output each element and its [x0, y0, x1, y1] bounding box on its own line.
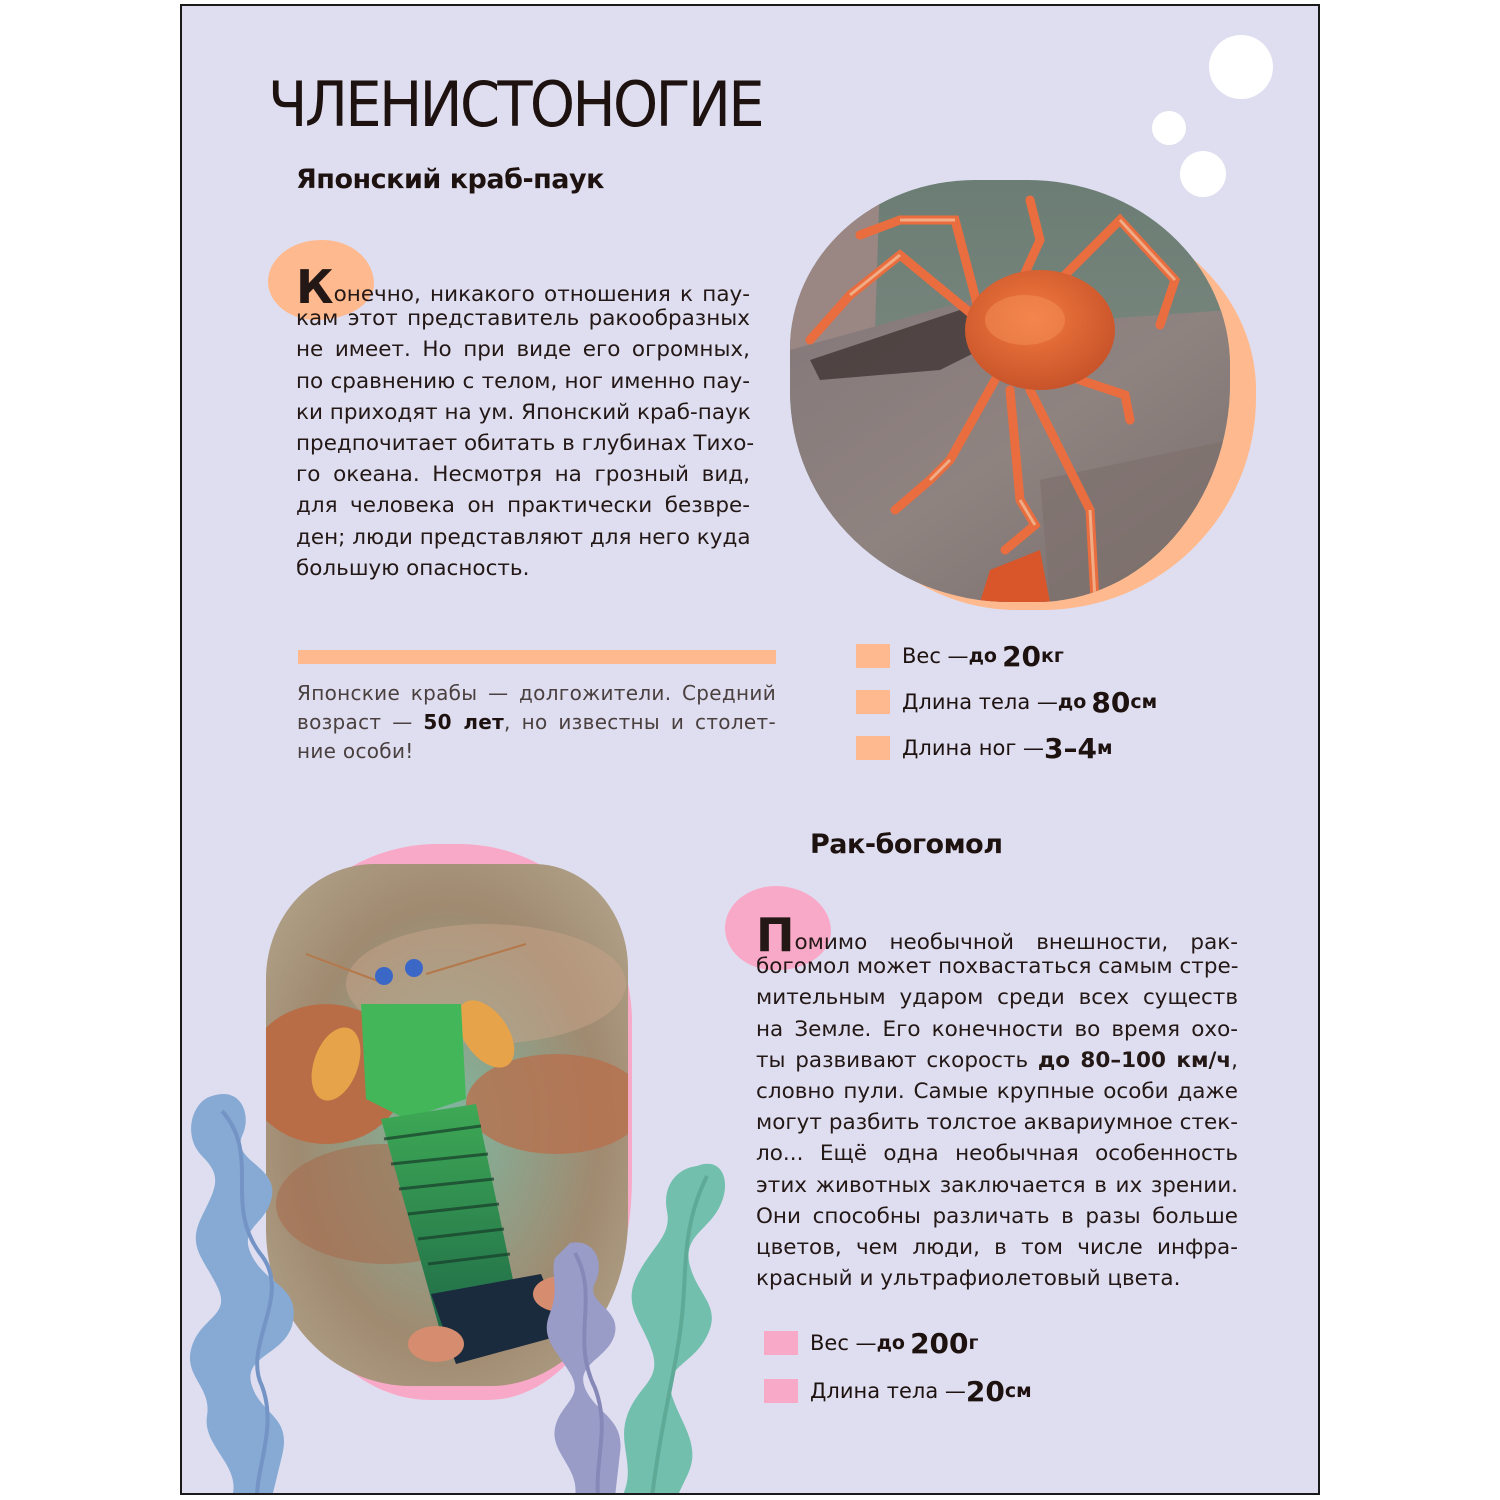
crab-paragraph-line: предпочитает обитать в глубинах Тихо- — [296, 430, 755, 456]
mantis-paragraph-line: богомол может похвастаться самым стре- — [756, 954, 1239, 980]
page-title: ЧЛЕНИСТОНОГИЕ — [268, 68, 762, 141]
crab-paragraph-line: большую опасность. — [296, 555, 530, 581]
seaweed-teal-decoration — [612, 1156, 732, 1495]
mantis-paragraph-line: ты развивают скорость до 80–100 км/ч, — [756, 1047, 1238, 1073]
crab-heading: Японский краб-паук — [296, 164, 604, 195]
crab-note-divider — [298, 650, 776, 664]
mantis-heading: Рак-богомол — [810, 829, 1003, 860]
crab-paragraph-line: по сравнению с телом, ног именно пау- — [296, 368, 750, 394]
crab-note-line: ние особи! — [297, 739, 414, 763]
crab-paragraph-line: кам этот представитель ракообразных — [296, 306, 750, 332]
crab-photo — [790, 180, 1230, 602]
crab-paragraph-line: го океана. Несмотря на грозный вид, — [296, 462, 750, 488]
mantis-paragraph-line: могут разбить толстое аквариумное стек- — [756, 1110, 1238, 1136]
crab-note — [297, 679, 776, 766]
bullet-square-icon — [856, 736, 890, 760]
bullet-square-icon — [856, 690, 890, 714]
bullet-square-icon — [764, 1331, 798, 1355]
bubble-medium-decoration — [1180, 151, 1226, 197]
crab-paragraph-line: Конечно, никакого отношения к пау- — [296, 260, 750, 314]
mantis-paragraph-line: Они способны различать в разы больше — [756, 1203, 1238, 1229]
mantis-fact-body-length: Длина тела — 20 см — [764, 1367, 1032, 1415]
mantis-paragraph-line: цветов, чем люди, в том числе инфра- — [756, 1234, 1238, 1260]
bullet-square-icon — [856, 644, 890, 668]
bubble-large-decoration — [1209, 35, 1273, 99]
crab-paragraph-line: ден; люди представляют для него куда — [296, 524, 751, 550]
book-page — [180, 4, 1320, 1495]
mantis-fact-weight: Вес — до 200 г — [764, 1319, 1032, 1367]
mantis-paragraph-line: Помимо необычной внешности, рак- — [756, 908, 1238, 962]
mantis-paragraph-line: этих животных заключается в их зрении. — [756, 1172, 1238, 1198]
seaweed-blue-decoration — [182, 1086, 312, 1495]
crab-fact-body-length: Длина тела — до 80 см — [856, 679, 1157, 725]
crab-fact-weight: Вес — до 20 кг — [856, 633, 1157, 679]
crab-paragraph-line: не имеет. Но при виде его огромных, — [296, 337, 750, 363]
crab-paragraph-line: для человека он практически безвре- — [296, 493, 750, 519]
crab-fact-leg-length: Длина ног — 3–4 м — [856, 725, 1157, 771]
mantis-paragraph-line: красный и ультрафиолетовый цвета. — [756, 1266, 1181, 1292]
crab-paragraph — [296, 260, 755, 584]
mantis-paragraph-line: словно пули. Самые крупные особи даже — [756, 1078, 1238, 1104]
mantis-paragraph-line: мительным ударом среди всех существ — [756, 985, 1238, 1011]
mantis-facts-list — [764, 1319, 1032, 1415]
mantis-paragraph — [756, 908, 1239, 1294]
mantis-paragraph-line: на Земле. Его конечности во время охо- — [756, 1016, 1238, 1042]
mantis-paragraph-line: ло... Ещё одна необычная особенность — [756, 1141, 1238, 1167]
mantis-speed-value: до 80–100 км/ч — [1037, 1047, 1232, 1073]
crab-note-line: Японские крабы — долгожители. Средний — [297, 681, 776, 705]
spider-crab-illustration — [790, 180, 1230, 602]
bullet-square-icon — [764, 1379, 798, 1403]
crab-note-age: 50 лет — [423, 710, 505, 734]
crab-dropcap: К — [296, 260, 334, 314]
crab-facts-list — [856, 633, 1157, 771]
mantis-dropcap: П — [756, 908, 795, 962]
crab-paragraph-line: ки приходят на ум. Японский краб-паук — [296, 399, 751, 425]
crab-note-line: возраст — 50 лет, но известны и столет- — [297, 710, 776, 734]
bubble-small-decoration — [1152, 111, 1186, 145]
